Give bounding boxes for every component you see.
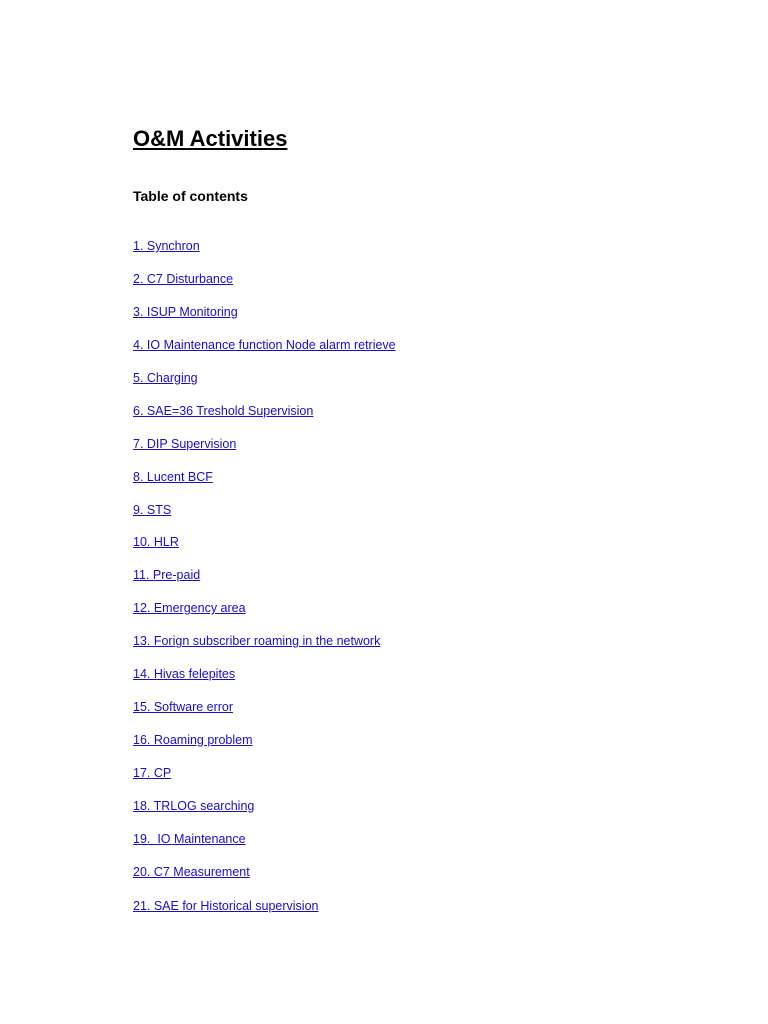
list-item <box>133 863 396 896</box>
list-item <box>133 303 396 336</box>
toc-link-9[interactable]: 9. STS <box>133 502 172 517</box>
list-item <box>133 665 396 698</box>
list-item <box>133 501 396 534</box>
toc-link-8[interactable]: 8. Lucent BCF <box>133 469 213 484</box>
list-item <box>133 533 396 566</box>
list-item <box>133 797 396 830</box>
list-item <box>133 468 396 501</box>
list-item <box>133 336 396 369</box>
toc-link-20[interactable]: 20. C7 Measurement <box>133 864 250 879</box>
toc-link-15[interactable]: 15. Software error <box>133 700 234 715</box>
document-title: O&M Activities <box>133 126 288 151</box>
toc-link-17[interactable]: 17. CP <box>133 766 172 780</box>
list-item <box>133 830 396 863</box>
list-item <box>133 632 396 665</box>
toc-link-5[interactable]: 5. Charging <box>133 370 198 385</box>
list-item <box>133 402 396 435</box>
table-of-contents <box>133 237 396 930</box>
toc-link-14[interactable]: 14. Hivas felepites <box>133 667 236 682</box>
toc-link-2[interactable]: 2. C7 Disturbance <box>133 271 234 286</box>
toc-link-13[interactable]: 13. Forign subscriber roaming in the network <box>133 634 381 649</box>
list-item <box>133 270 396 303</box>
toc-link-4[interactable]: 4. IO Maintenance function Node alarm retrieve <box>133 337 396 352</box>
toc-link-21[interactable]: 21. SAE for Historical supervision <box>133 898 319 913</box>
document-page <box>133 0 768 1024</box>
list-item <box>133 599 396 632</box>
toc-link-10[interactable]: 10. HLR <box>133 535 179 550</box>
toc-link-12[interactable]: 12. Emergency area <box>133 601 246 616</box>
list-item <box>133 897 396 930</box>
toc-link-7[interactable]: 7. DIP Supervision <box>133 436 237 451</box>
toc-link-19[interactable]: 19. IO Maintenance <box>133 831 246 846</box>
toc-link-6[interactable]: 6. SAE=36 Treshold Supervision <box>133 403 314 418</box>
toc-link-18[interactable]: 18. TRLOG searching <box>133 798 255 813</box>
list-item <box>133 237 396 270</box>
toc-link-1[interactable]: 1. Synchron <box>133 239 200 253</box>
list-item <box>133 698 396 731</box>
toc-link-16[interactable]: 16. Roaming problem <box>133 733 253 748</box>
list-item <box>133 566 396 599</box>
toc-link-3[interactable]: 3. ISUP Monitoring <box>133 304 238 319</box>
toc-link-11[interactable]: 11. Pre-paid <box>133 568 201 583</box>
list-item <box>133 731 396 764</box>
list-item <box>133 764 396 797</box>
list-item <box>133 369 396 402</box>
toc-heading: Table of contents <box>133 188 248 204</box>
list-item <box>133 435 396 468</box>
